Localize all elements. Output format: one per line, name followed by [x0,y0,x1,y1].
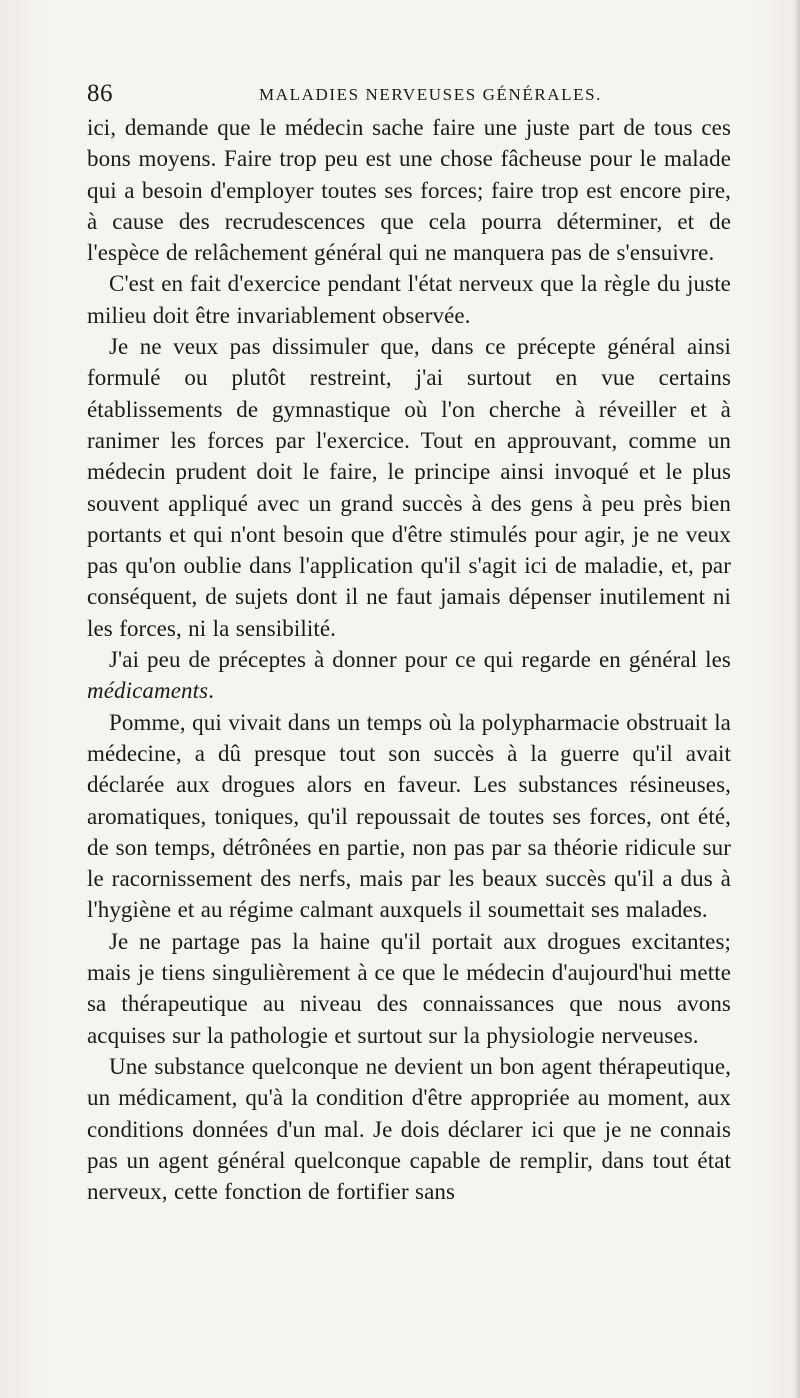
paragraph-4-text: J'ai peu de préceptes à donner pour ce qui regarde en général les [109,647,731,673]
page-number: 86 [87,80,113,107]
paragraph-6: Je ne partage pas la haine qu'il portait aux drogues excitantes; mais je tiens singulièrement à ce que le médecin d'aujourd'hui mette sa thérapeutique au niveau des connaissances que nous avons acquises sur la pathologie et surtout sur la physiologie nerveuses. [87,928,731,1048]
paragraph-4-end: . [208,678,215,704]
paragraph-5: Pomme, qui vivait dans un temps où la polypharmacie obstruait la médecine, a dû presque tout son succès à la guerre qu'il avait déclarée aux drogues alors en faveur. Les substances résineuses, aromatiques, toniques, qu'il repoussait de toutes ses forces, ont été, de son temps, détrônées en partie, non pas par sa théorie ridicule sur le racornissement des nerfs, mais par les beaux succès qu'il a dus à l'hygiène et au régime calmant auxquels il soumettait ses malades. [87,709,731,923]
page-header [87,78,727,112]
page-edge-shadow [794,0,800,1398]
paragraph-1: ici, demande que le médecin sache faire une juste part de tous ces bons moyens. Faire trop peu est une chose fâcheuse pour le malade qui a besoin d'employer toutes ses forces; faire trop est encore pire, à cause des recrudescences que cela pourra déterminer, et de l'espèce de relâchement général qui ne manquera pas de s'ensuivre. [87,115,731,266]
italic-term-medicaments: médicaments [87,678,209,704]
paragraph-2: C'est en fait d'exercice pendant l'état nerveux que la règle du juste milieu doit être invariablement observée. [87,271,731,328]
body-text [87,112,731,1207]
running-head: MALADIES NERVEUSES GÉNÉRALES. [259,85,603,104]
paragraph-7: Une substance quelconque ne devient un bon agent thérapeutique, un médicament, qu'à la condition d'être appropriée au moment, aux conditions données d'un mal. Je dois déclarer ici que je ne connais pas un agent général quelconque capable de remplir, dans tout état nerveux, cette fonction de fortifier sans [87,1053,731,1205]
paragraph-4 [87,644,731,707]
paragraph-3: Je ne veux pas dissimuler que, dans ce précepte général ainsi formulé ou plutôt restreint, j'ai surtout en vue certains établissements de gymnastique où l'on cherche à réveiller et à ranimer les forces par l'exercice. Tout en approuvant, comme un médecin prudent doit le faire, le principe ainsi invoqué et le plus souvent appliqué avec un grand succès à des gens à peu près bien portants et qui n'ont besoin que d'être stimulés pour agir, je ne veux pas qu'on oublie dans l'application qu'il s'agit ici de maladie, et, par conséquent, de sujets dont il ne faut jamais dépenser inutilement ni les forces, ni la sensibilité. [87,334,731,641]
